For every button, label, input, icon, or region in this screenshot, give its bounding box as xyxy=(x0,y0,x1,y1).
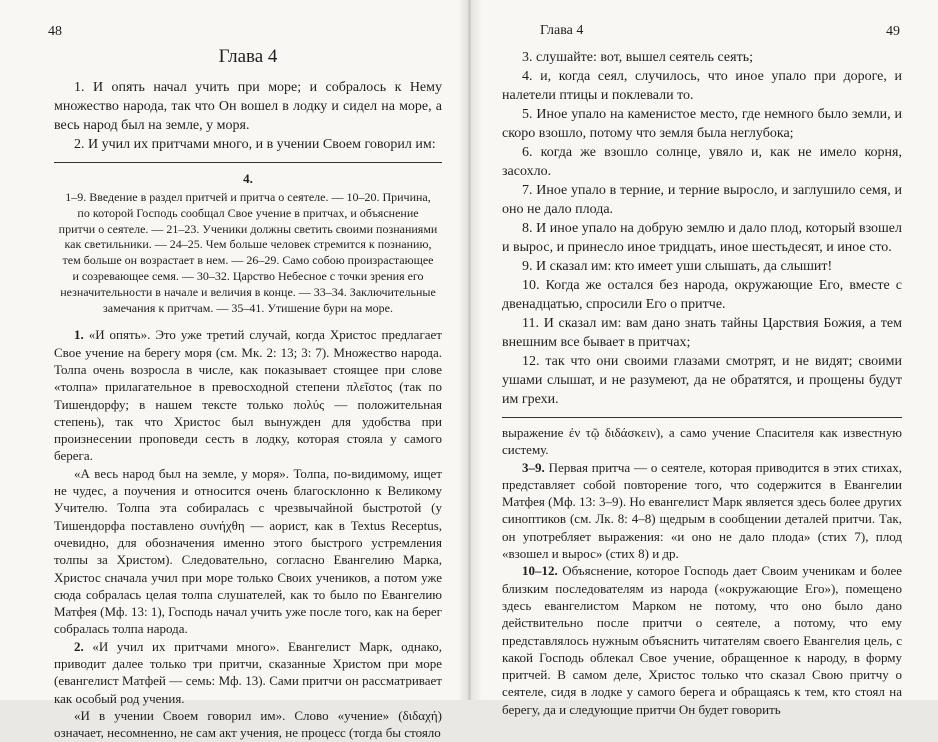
chapter-title: Глава 4 xyxy=(218,46,278,67)
verse: 9. И сказал им: кто имеет уши слышать, да слышит! xyxy=(522,259,833,274)
commentary-paragraph xyxy=(54,465,442,638)
verse: 2. И учил их притчами много, и в учении Своем говорил им: xyxy=(74,137,436,152)
commentary-text: «И опять». Это уже третий случай, когда Христос предлагает Свое учение на берегу моря (см. Мк. 2: 13; 3: 7). Множество народа. Толпа очень возросла в числе, как показывает стоящее при слове «толпа» прилагательное в превосходной степени πλεῖστος (так по Тишендорфу; в нашем тексте только πολύς — положительная степень), так что Христос был вынужден для удобства при произнесении проповеди сесть в лодку, которая стояла у самого берега. xyxy=(54,327,442,464)
verse: 4. и, когда сеял, случилось, что иное упало при дороге, и налетели птицы и поклевали то. xyxy=(502,69,902,103)
chapter-summary: 1–9. Введение в раздел притчей и притча о сеятеле. — 10–20. Причина, по которой Господь сообщал Свое учение в притчах, и объяснение притчи о сеятеле. — 21–23. Ученики должны светить своими познаниями как светильники. — 24–25. Чем больше человек стремится к познанию, тем больше он возрастает в нем. — 26–29. Само собою произрастающее и созревающее семя. — 30–32. Царство Небесное с точки зрения его незначительности в начале и величия в конце. — 33–34. Заключительные замечания к притчам. — 35–41. Утишение бури на море. xyxy=(58,190,438,315)
commentary-text: «А весь народ был на земле, у моря». Толпа, по-видимому, ищет не чудес, а поучения и относится очень благосклонно к Великому Учителю. Толпа эта собиралась с чрезвычайной быстротой (у Тишендорфа поставлено συνήχθη — аорист, как в Textus Receptus, очевидно, для обозначения именно этого быстрого устремления толпы за Христом). Следовательно, согласно Евангелию Марка, Христос сначала учил при море только Своих учеников, а потом уже сюда собралась целая толпа слушателей, как то было по Евангелию Матфея (Мф. 13: 1), Господь начал учить уже после того, как на берег собралась толпа народа. xyxy=(54,465,442,637)
divider xyxy=(54,162,442,163)
verse: 10. Когда же остался без народа, окружающие Его, вместе с двенадцатью, спросили Его о притче. xyxy=(502,278,902,312)
commentary-text: «И в учении Своем говорил им». Слово «учение» (διδαχή) означает, несомненно, не сам акт учения, не процесс (тогда бы стояло xyxy=(54,707,442,741)
verse: 8. И иное упало на добрую землю и дало плод, который взошел и вырос, и принесло иное тридцать, иное шестьдесят, и иное сто. xyxy=(502,221,902,255)
commentary-lead: 3–9. xyxy=(522,459,545,475)
commentary-block xyxy=(502,424,902,718)
commentary-paragraph xyxy=(54,326,442,464)
divider xyxy=(502,417,902,418)
verse: 1. И опять начал учить при море; и собралось к Нему множество народа, так что Он вошел в лодку и сидел на море, а весь народ был на земле, у моря. xyxy=(54,80,442,133)
verse: 3. слушайте: вот, вышел сеятель сеять; xyxy=(522,50,753,65)
verse: 7. Иное упало в терние, и терние выросло, и заглушило семя, и оно не дало плода. xyxy=(502,183,902,217)
commentary-text: Первая притча — о сеятеле, которая приводится в этих стихах, представляет собой повторение того, что содержится в Евангелии Матфея (Мф. 13: 3–9). Но евангелист Марк является здесь более других синоптиков (см. Лк. 8: 4–8) щедрым в сообщении деталей притчи. Так, он употребляет выражения: «и оно не дало плода» (стих 7), плод «взошел и вырос» (стих 8) и др. xyxy=(502,459,902,562)
commentary-lead: 1. xyxy=(74,327,84,343)
summary-number: 4. xyxy=(243,171,253,186)
left-page xyxy=(0,0,468,741)
commentary-text: Объяснение, которое Господь дает Своим ученикам и более близким последователям из народа («окружающие Его»), помещено здесь евангелистом Марком не потому, что оно было дано действительно после притчи о сеятеле, а потому, что ему представлялось нужным объяснить читателям своего Евангелия цель, с какой Господь облекал Свое учение, обращенное к народу, в форму притчей. В самом деле, Христос только что сказал Свою притчу о сеятеле, сидя в лодке у самого берега и обращаясь к тем, кто стоял на берегу, да и следующие притчи Он будет говорить xyxy=(502,563,902,717)
scripture-block xyxy=(502,48,902,409)
commentary-paragraph xyxy=(54,707,442,742)
commentary-paragraph xyxy=(502,424,902,459)
commentary-lead: 10–12. xyxy=(522,563,558,579)
commentary-paragraph xyxy=(502,562,902,718)
verse: 12. так что они своими глазами смотрят, и не видят; своими ушами слышат, и не разумеют, да не обратятся, и прощены будут им грехи. xyxy=(502,354,902,407)
commentary-paragraph xyxy=(502,459,902,563)
scripture-block xyxy=(54,78,442,154)
right-page xyxy=(470,0,938,717)
page-number: 48 xyxy=(48,24,62,39)
verse: 11. И сказал им: вам дано знать тайны Царствия Божия, а тем внешним все бывает в притчах; xyxy=(502,316,902,350)
commentary-block xyxy=(54,326,442,741)
commentary-paragraph xyxy=(54,638,442,707)
commentary-text: выражение ἐν τῷ διδάσκειν), а само учение Спасителя как известную систему. xyxy=(502,425,902,458)
commentary-lead: 2. xyxy=(74,638,84,654)
book-gutter xyxy=(458,0,482,700)
page-number: 49 xyxy=(886,24,900,39)
verse: 5. Иное упало на каменистое место, где немного было земли, и скоро взошло, потому что земля была неглубока; xyxy=(502,107,902,141)
commentary-text: «И учил их притчами много». Евангелист Марк, однако, приводит далее только три притчи, сказанные Христом при море (евангелист Матфей — семь: Мф. 13). Сами притчи он рассматривает как особый род учения. xyxy=(54,638,442,706)
running-head: Глава 4 xyxy=(540,23,584,38)
verse: 6. когда же взошло солнце, увяло и, как не имело корня, засохло. xyxy=(502,145,902,179)
